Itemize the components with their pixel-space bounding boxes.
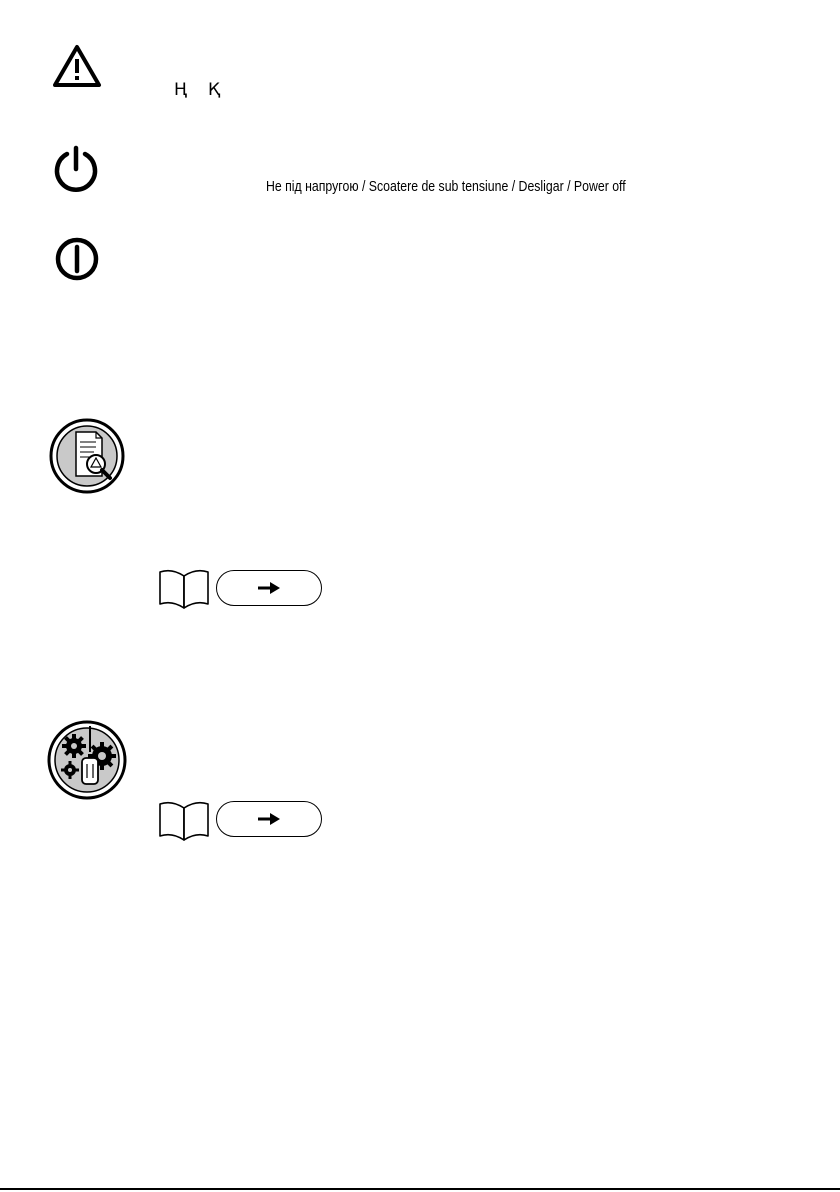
power-off-label: Не під напругою / Scoatere de sub tensiune / Desligar / Power off — [266, 178, 626, 195]
power-off-icon — [53, 145, 99, 193]
warning-char-1: Ң — [174, 80, 187, 100]
open-book-icon — [156, 798, 212, 842]
warning-triangle-icon — [52, 44, 102, 88]
tools-gears-icon — [44, 718, 130, 802]
reference-arrow-button — [216, 570, 322, 606]
arrow-right-icon — [256, 581, 282, 595]
reference-arrow-button — [216, 801, 322, 837]
open-book-icon — [156, 566, 212, 610]
arrow-right-icon — [256, 812, 282, 826]
warning-char-2: Қ — [208, 80, 221, 100]
power-on-icon — [54, 236, 100, 282]
document-inspection-icon — [44, 418, 130, 494]
page-bottom-border — [0, 1188, 840, 1190]
